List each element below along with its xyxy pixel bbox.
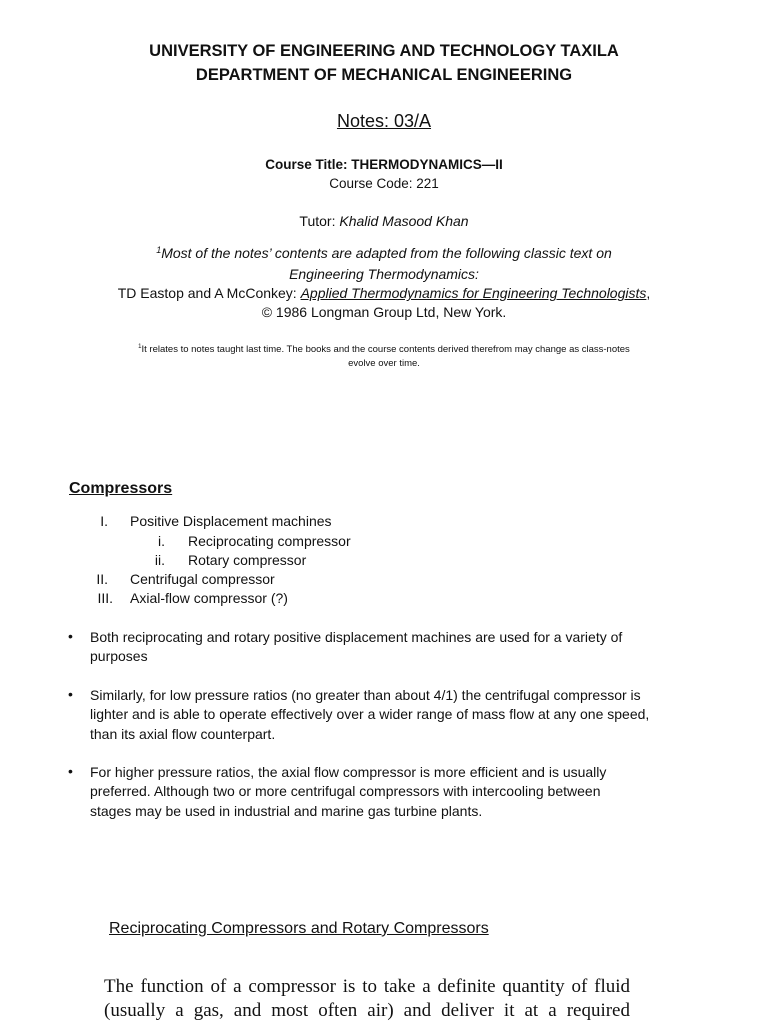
book-title: Applied Thermodynamics for Engineering Technologists (300, 285, 647, 301)
outline-text: Centrifugal compressor (130, 571, 275, 587)
bullet-symbol: • (68, 686, 73, 702)
outline-number: II. (96, 571, 108, 587)
course-title (0, 157, 768, 172)
bullet-line: Both reciprocating and rotary positive displacement machines are used for a variety of (90, 629, 623, 645)
department-name: DEPARTMENT OF MECHANICAL ENGINEERING (195, 66, 573, 84)
adaptation-text-1: Most of the notes’ contents are adapted from the following classic text on (161, 245, 612, 261)
bullet-line: stages may be used in industrial and marine gas turbine plants. (90, 802, 483, 819)
footnote-line-2: evolve over time. (348, 358, 420, 369)
outline-number: III. (97, 590, 113, 606)
book-publisher: © 1986 Longman Group Ltd, New York. (261, 304, 507, 320)
adaptation-line-1 (0, 245, 768, 261)
footnote-text-1: It relates to notes taught last time. The books and the course contents derived therefrom may change as class-notes (141, 344, 630, 355)
bullet-symbol: • (68, 763, 73, 779)
university-name: UNIVERSITY OF ENGINEERING AND TECHNOLOGY TAXILA (149, 42, 619, 60)
adaptation-superscript: 1 (156, 245, 162, 255)
footnote-superscript: 1 (138, 344, 142, 350)
bullet-line: preferred. Although two or more centrifugal compressors with intercooling between (90, 783, 601, 800)
compressors-heading: Compressors (69, 480, 173, 497)
tutor-line (0, 213, 768, 229)
bullet-line: Similarly, for low pressure ratios (no greater than about 4/1) the centrifugal compressor is (90, 687, 641, 703)
outline-number: ii. (154, 552, 165, 568)
footnote-line-1 (0, 344, 768, 355)
notes-title (0, 111, 768, 132)
scanned-text-line: (usually a gas, and most often air) and deliver it at a required (104, 1000, 630, 1021)
outline-number: i. (158, 533, 165, 549)
reciprocating-heading: Reciprocating Compressors and Rotary Compressors (109, 920, 489, 937)
course-code: Course Code: 221 (329, 176, 439, 191)
course-title-label: Course Title: (265, 157, 352, 172)
bullet-line: For higher pressure ratios, the axial flow compressor is more efficient and is usually (90, 764, 607, 780)
adaptation-line-2: Engineering Thermodynamics: (289, 266, 479, 282)
bullet-line: purposes (90, 648, 148, 665)
bullet-text (90, 686, 690, 744)
notes-title-text: Notes: 03/A (336, 111, 432, 131)
bullet-line: than its axial flow counterpart. (90, 725, 276, 742)
bullet-line: lighter and is able to operate effectively over a wider range of mass flow at any one speed, (90, 706, 650, 723)
outline-text: Positive Displacement machines (130, 513, 332, 529)
bullet-text (90, 763, 690, 821)
book-comma: , (646, 285, 651, 301)
outline-number: I. (100, 513, 108, 529)
outline-text: Reciprocating compressor (188, 533, 351, 549)
book-authors: TD Eastop and A McConkey: (117, 285, 301, 301)
adaptation-line-3 (0, 285, 768, 301)
outline-text: Axial-flow compressor (?) (130, 590, 288, 606)
outline-text: Rotary compressor (188, 552, 307, 568)
tutor-label: Tutor: (299, 213, 340, 229)
course-title-value: THERMODYNAMICS—II (351, 157, 503, 172)
bullet-symbol: • (68, 628, 73, 644)
tutor-name: Khalid Masood Khan (339, 213, 469, 229)
scanned-text-line: The function of a compressor is to take a definite quantity of fluid (104, 976, 630, 997)
bullet-text (90, 628, 690, 667)
